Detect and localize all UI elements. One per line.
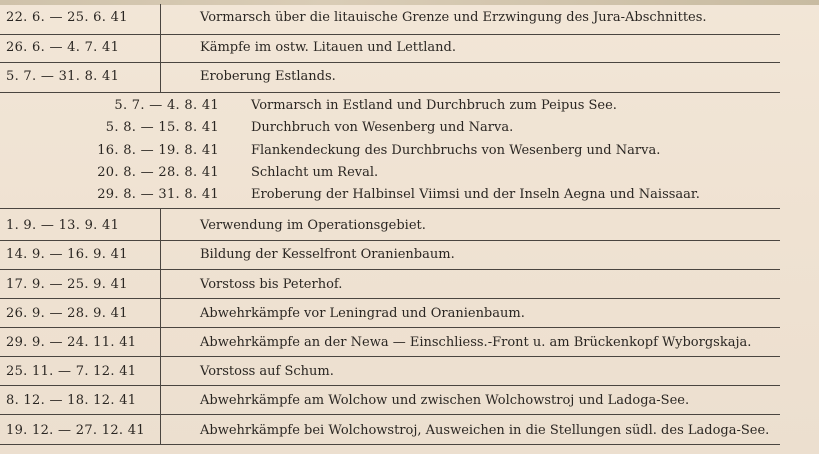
table-row — [0, 3, 819, 33]
sub-row — [0, 162, 819, 184]
table-row — [0, 416, 819, 446]
row-date: 26. 6. — 4. 7. 41 — [6, 40, 120, 55]
row-text: Vormarsch über die litauische Grenze und Erzwingung des Jura-Abschnittes. — [200, 10, 707, 25]
row-text: Abwehrkämpfe vor Leningrad und Oranienbaum. — [200, 306, 525, 321]
row-text: Vorstoss auf Schum. — [200, 364, 334, 379]
row-divider — [0, 269, 780, 270]
row-divider — [0, 327, 780, 328]
row-divider — [0, 298, 780, 299]
sub-row-date: 5. 8. — 15. 8. 41 — [105, 120, 219, 135]
sub-row-date: 5. 7. — 4. 8. 41 — [114, 98, 219, 113]
sub-row — [0, 95, 819, 117]
table-row — [0, 62, 819, 92]
table-row — [0, 357, 819, 387]
sub-row-text: Schlacht um Reval. — [251, 165, 379, 180]
sub-row — [0, 184, 819, 206]
sub-row-date: 29. 8. — 31. 8. 41 — [97, 187, 219, 202]
table-row — [0, 211, 819, 241]
section-divider — [0, 208, 780, 209]
table-row — [0, 33, 819, 63]
row-date: 8. 12. — 18. 12. 41 — [6, 393, 137, 408]
row-date: 17. 9. — 25. 9. 41 — [6, 277, 128, 292]
row-divider — [0, 62, 780, 63]
row-divider — [0, 385, 780, 386]
row-divider — [0, 92, 780, 93]
row-date: 25. 11. — 7. 12. 41 — [6, 364, 137, 379]
sub-row-text: Durchbruch von Wesenberg und Narva. — [251, 120, 514, 135]
row-text: Kämpfe im ostw. Litauen und Lettland. — [200, 40, 456, 55]
sub-row-text: Eroberung der Halbinsel Viimsi und der Inseln Aegna und Naissaar. — [251, 187, 700, 202]
row-text: Abwehrkämpfe am Wolchow und zwischen Wolchowstroj und Ladoga-See. — [200, 393, 690, 408]
sub-row — [0, 140, 819, 162]
sub-row-date: 16. 8. — 19. 8. 41 — [97, 143, 219, 158]
row-date: 22. 6. — 25. 6. 41 — [6, 10, 128, 25]
row-date: 14. 9. — 16. 9. 41 — [6, 247, 128, 262]
row-date: 5. 7. — 31. 8. 41 — [6, 69, 120, 84]
row-text: Bildung der Kesselfront Oranienbaum. — [200, 247, 455, 262]
row-divider — [0, 240, 780, 241]
row-text: Abwehrkämpfe an der Newa — Einschliess.-Front u. am Brückenkopf Wyborgskaja. — [200, 335, 752, 350]
table-row — [0, 386, 819, 416]
table-row — [0, 270, 819, 300]
row-text: Vorstoss bis Peterhof. — [200, 277, 343, 292]
row-text: Abwehrkämpfe bei Wolchowstroj, Ausweichen in die Stellungen südl. des Ladoga-See. — [200, 423, 770, 438]
sub-row-date: 20. 8. — 28. 8. 41 — [97, 165, 219, 180]
row-divider — [0, 356, 780, 357]
table-row — [0, 328, 819, 358]
row-date: 29. 9. — 24. 11. 41 — [6, 335, 137, 350]
table-row — [0, 240, 819, 270]
sub-row-text: Flankendeckung des Durchbruchs von Wesenberg und Narva. — [251, 143, 661, 158]
table-row — [0, 299, 819, 329]
row-text: Verwendung im Operationsgebiet. — [200, 218, 426, 233]
sub-row-text: Vormarsch in Estland und Durchbruch zum Peipus See. — [251, 98, 617, 113]
row-divider — [0, 414, 780, 415]
row-date: 26. 9. — 28. 9. 41 — [6, 306, 128, 321]
row-date: 1. 9. — 13. 9. 41 — [6, 218, 120, 233]
sub-row — [0, 117, 819, 139]
row-date: 19. 12. — 27. 12. 41 — [6, 423, 145, 438]
row-text: Eroberung Estlands. — [200, 69, 336, 84]
row-divider — [0, 444, 780, 445]
column-divider — [160, 4, 161, 93]
row-divider — [0, 34, 780, 35]
